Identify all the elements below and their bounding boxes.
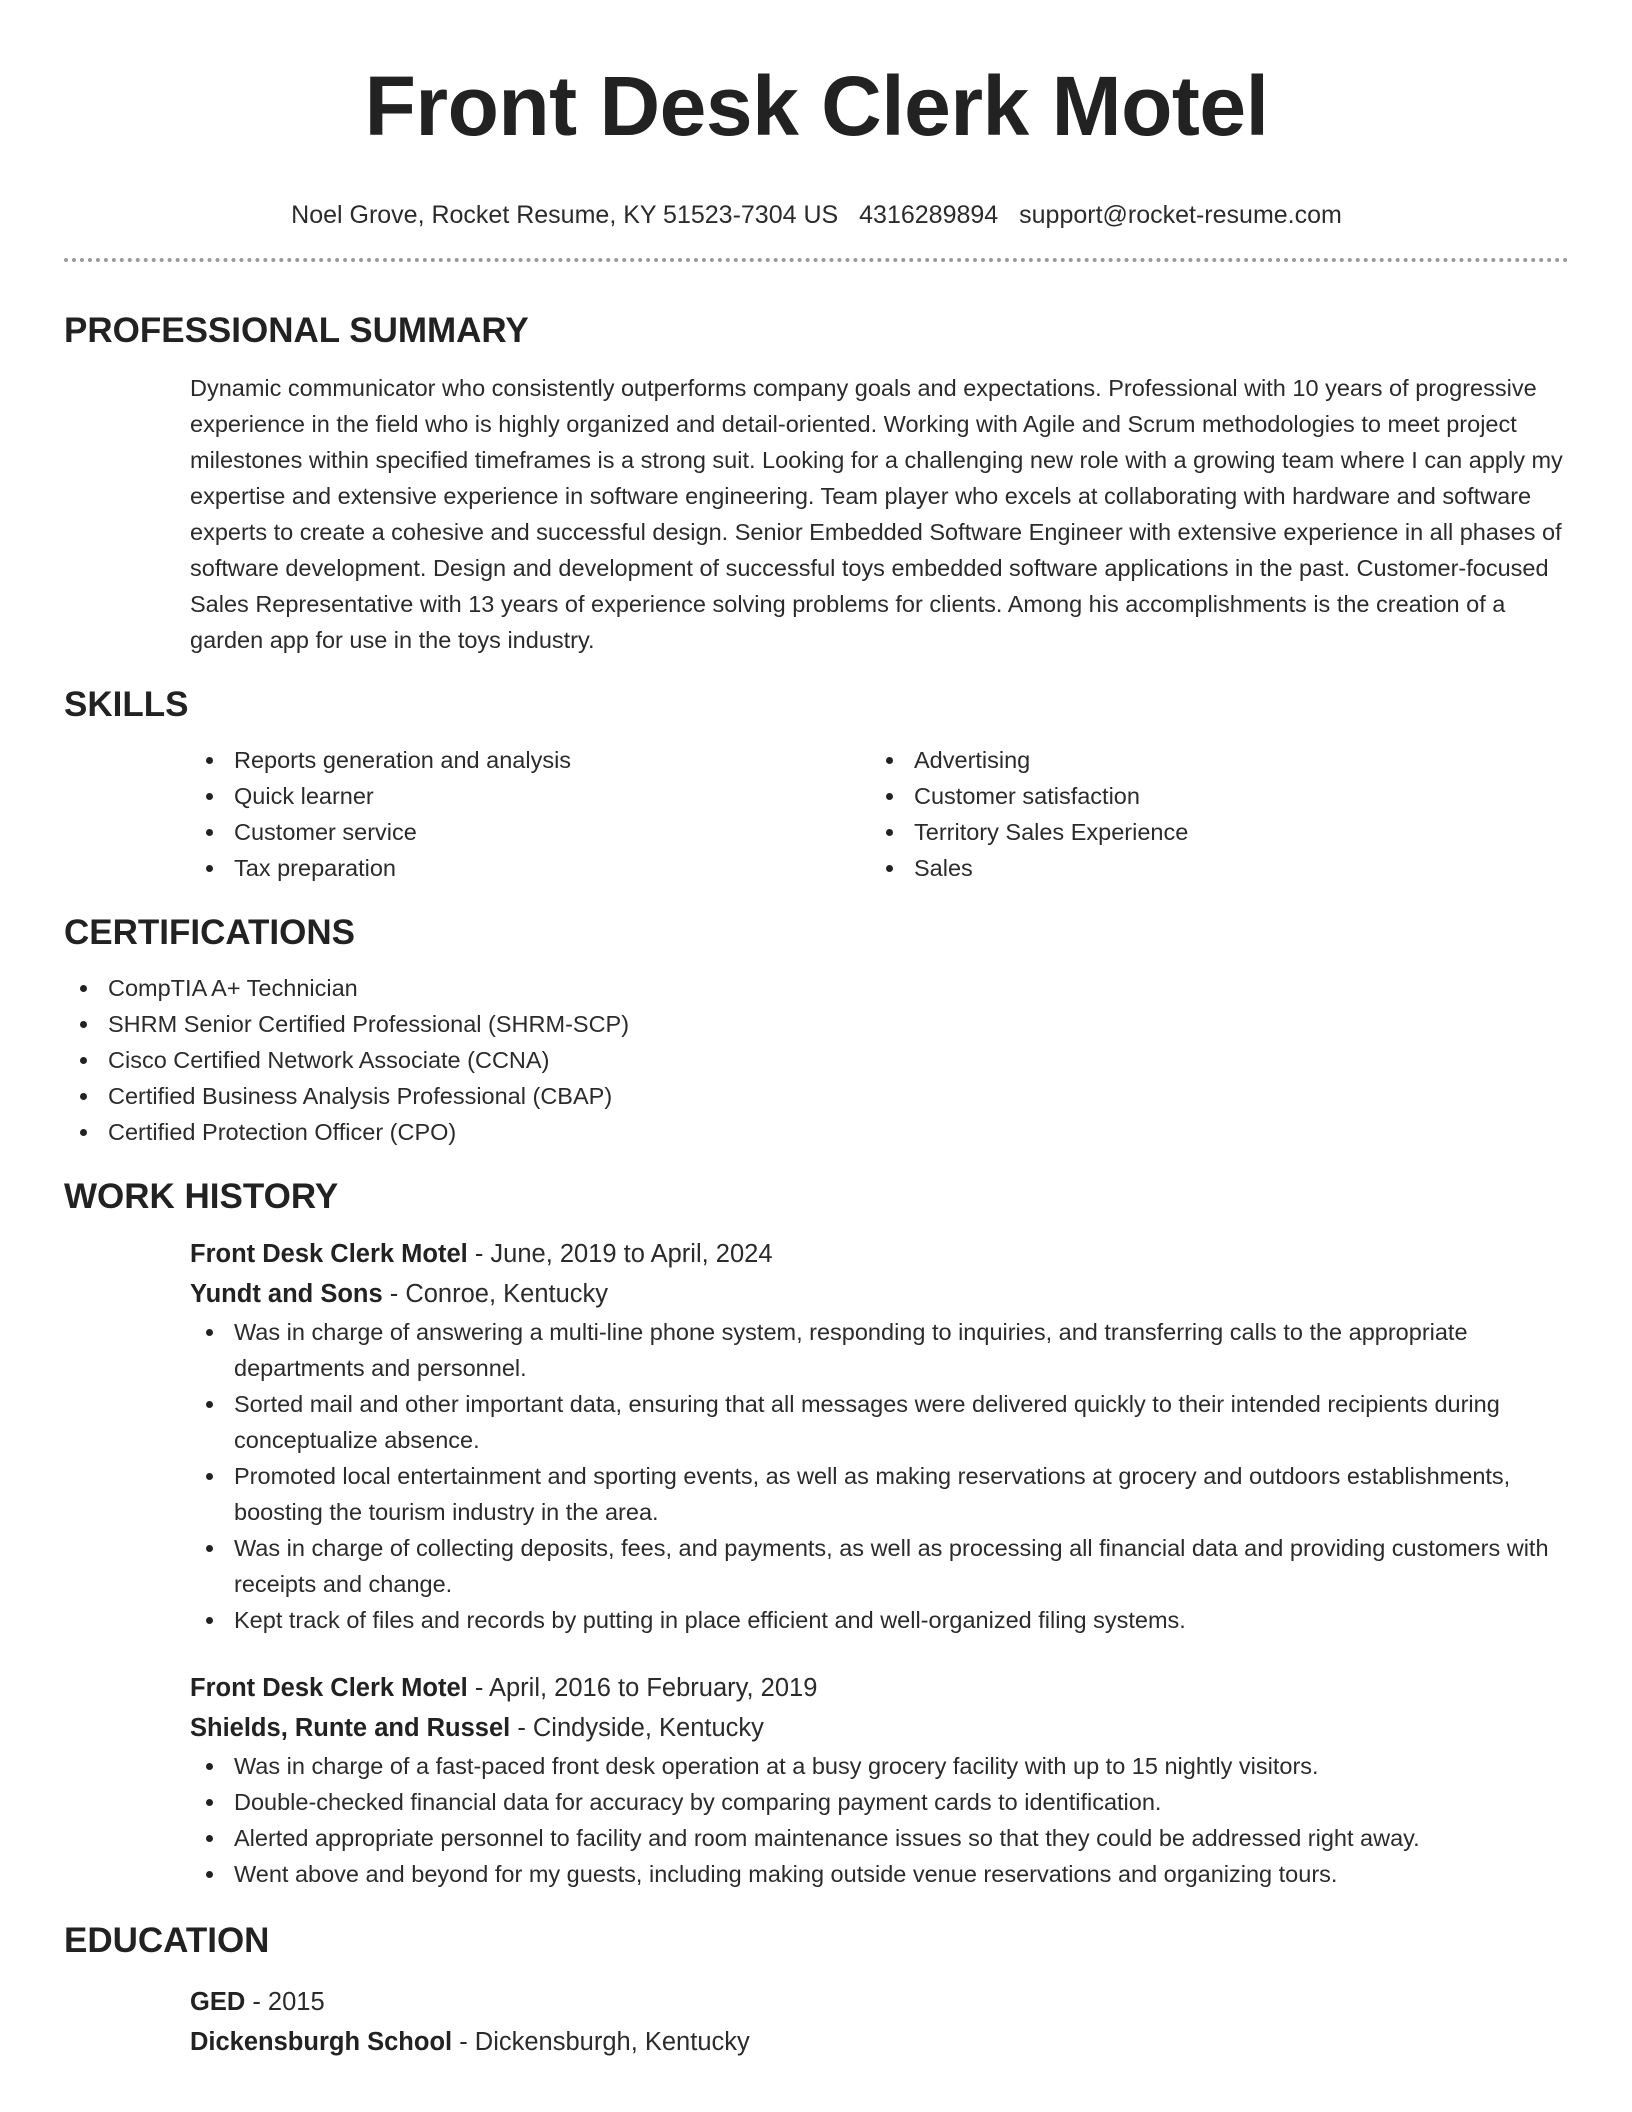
job-duty: Double-checked financial data for accuracy by comparing payment cards to identification. — [190, 1784, 1569, 1820]
job-company: Yundt and Sons — [190, 1280, 383, 1308]
skill-item: Territory Sales Experience — [870, 814, 1550, 850]
job-company: Shields, Runte and Russel — [190, 1714, 511, 1742]
skill-item: Reports generation and analysis — [190, 742, 870, 778]
job-duty: Went above and beyond for my guests, including making outside venue reservations and organizing tours. — [190, 1856, 1569, 1892]
job-title-line — [190, 1234, 1569, 1274]
contact-email: support@rocket-resume.com — [1019, 201, 1342, 229]
certifications-list — [64, 970, 1569, 1150]
education-entry — [190, 1982, 1569, 2062]
skill-item: Customer service — [190, 814, 870, 850]
summary-text: Dynamic communicator who consistently outperforms company goals and expectations. Professional with 10 years of progressive experience in the field who is highly organized and detail-oriented. Working with Agile and Scrum methodologies to meet project milestones within specified timeframes is a strong suit. Looking for a challenging new role with a growing team where I can apply my expertise and extensive experience in software engineering. Team player who excels at collaborating with hardware and software experts to create a cohesive and successful design. Senior Embedded Software Engineer with extensive experience in all phases of software development. Design and development of successful toys embedded software applications in the past. Customer-focused Sales Representative with 13 years of experience solving problems for clients. Among his accomplishments is the creation of a garden app for use in the toys industry. — [190, 375, 1563, 653]
certification-item: CompTIA A+ Technician — [64, 970, 1569, 1006]
certification-item: Certified Business Analysis Professional (CBAP) — [64, 1078, 1569, 1114]
skills-right-list — [870, 742, 1550, 886]
job-duties-list — [190, 1314, 1569, 1638]
certifications-section — [64, 912, 1569, 1150]
header-divider — [64, 258, 1569, 262]
job-duty: Promoted local entertainment and sporting events, as well as making reservations at grocery and outdoors establishments, boosting the tourism industry in the area. — [190, 1458, 1569, 1530]
skill-item: Quick learner — [190, 778, 870, 814]
skills-title: SKILLS — [64, 685, 189, 724]
work-history-title: WORK HISTORY — [64, 1177, 339, 1216]
job-title-line — [190, 1668, 1569, 1708]
summary-title: PROFESSIONAL SUMMARY — [64, 311, 529, 350]
skill-item: Sales — [870, 850, 1550, 886]
certification-item: Cisco Certified Network Associate (CCNA) — [64, 1042, 1569, 1078]
job-duty: Alerted appropriate personnel to facility and room maintenance issues so that they could be addressed right away. — [190, 1820, 1569, 1856]
job-duty: Was in charge of answering a multi-line phone system, responding to inquiries, and transferring calls to the appropriate departments and personnel. — [190, 1314, 1569, 1386]
skills-grid — [190, 742, 1569, 886]
skill-item: Customer satisfaction — [870, 778, 1550, 814]
contact-address: Noel Grove, Rocket Resume, KY 51523-7304 US — [291, 201, 839, 229]
certifications-title: CERTIFICATIONS — [64, 913, 356, 952]
school-location: - Dickensburgh, Kentucky — [452, 2028, 750, 2056]
job-dates: - June, 2019 to April, 2024 — [467, 1240, 773, 1268]
job-duties-list — [190, 1748, 1569, 1892]
job-duty: Was in charge of collecting deposits, fees, and payments, as well as processing all financial data and providing customers with receipts and change. — [190, 1530, 1569, 1602]
degree-line — [190, 1982, 1569, 2022]
contact-line — [64, 200, 1569, 230]
job-duty: Kept track of files and records by putting in place efficient and well-organized filing systems. — [190, 1602, 1569, 1638]
contact-phone: 4316289894 — [859, 201, 999, 229]
certification-item: Certified Protection Officer (CPO) — [64, 1114, 1569, 1150]
summary-section — [64, 310, 1569, 658]
degree-name: GED — [190, 1988, 246, 2016]
job-dates: - April, 2016 to February, 2019 — [467, 1674, 818, 1702]
skill-item: Tax preparation — [190, 850, 870, 886]
candidate-name: Front Desk Clerk Motel — [364, 59, 1269, 153]
job-duty: Sorted mail and other important data, ensuring that all messages were delivered quickly to their intended recipients during conceptualize absence. — [190, 1386, 1569, 1458]
skills-section — [64, 684, 1569, 886]
job-entry — [190, 1668, 1569, 1892]
education-title: EDUCATION — [64, 1921, 270, 1960]
job-role: Front Desk Clerk Motel — [190, 1240, 468, 1268]
resume-page — [64, 0, 1569, 2062]
job-location: - Cindyside, Kentucky — [510, 1714, 764, 1742]
job-entry — [190, 1234, 1569, 1638]
certification-item: SHRM Senior Certified Professional (SHRM-SCP) — [64, 1006, 1569, 1042]
school-name: Dickensburgh School — [190, 2028, 453, 2056]
work-history-section — [64, 1176, 1569, 1892]
job-company-line — [190, 1708, 1569, 1748]
job-role: Front Desk Clerk Motel — [190, 1674, 468, 1702]
degree-year: - 2015 — [245, 1988, 325, 2016]
job-company-line — [190, 1274, 1569, 1314]
education-section — [64, 1920, 1569, 2062]
job-duty: Was in charge of a fast-paced front desk operation at a busy grocery facility with up to 15 nightly visitors. — [190, 1748, 1569, 1784]
skills-left-list — [190, 742, 870, 886]
job-location: - Conroe, Kentucky — [382, 1280, 609, 1308]
skill-item: Advertising — [870, 742, 1550, 778]
school-line — [190, 2022, 1569, 2062]
